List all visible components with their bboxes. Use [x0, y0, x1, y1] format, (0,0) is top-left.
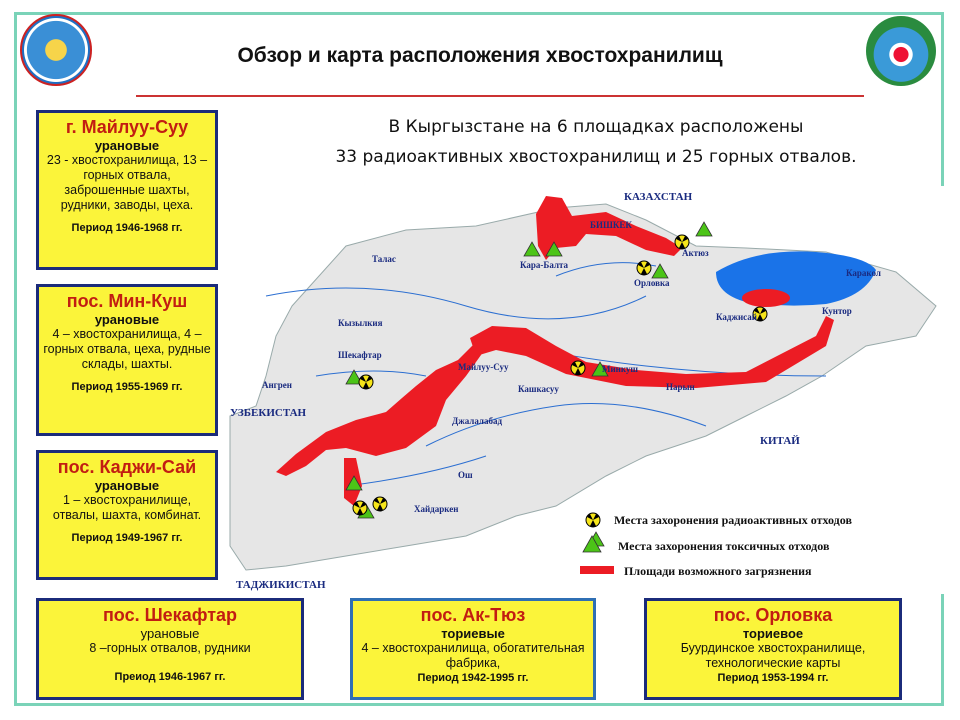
label-mailuu: Майлуу-Суу: [458, 362, 509, 372]
radiation-icon: [675, 235, 689, 249]
box-title: пос. Шекафтар: [102, 605, 238, 625]
label-china: КИТАЙ: [760, 435, 800, 447]
label-talas: Талас: [372, 254, 396, 264]
info-box-kajisai: [36, 450, 218, 580]
box-description: 23 - хвостохранилища, 13 – горных отвала, заброшенные шахты, рудники, заводы, цеха.: [46, 153, 208, 212]
box-title: пос. Ак-Тюз: [420, 605, 526, 625]
box-period: Преиод 1946-1967 гг.: [114, 671, 226, 683]
title-divider: [136, 95, 864, 97]
box-kind: ториевые: [441, 626, 505, 641]
page-title: Обзор и карта расположения хвостохранилищ: [237, 44, 723, 67]
box-kind: урановые: [94, 478, 160, 493]
info-box-mailuu: [36, 110, 218, 270]
toxic-triangle-icon: [696, 222, 712, 236]
box-title: г. Майлуу-Суу: [65, 117, 189, 137]
label-uzbekistan: УЗБЕКИСТАН: [230, 407, 307, 419]
radiation-icon: [571, 361, 585, 375]
label-kuntor: Кунтор: [822, 306, 852, 316]
box-period: Период 1955-1969 гг.: [71, 381, 183, 393]
map-panel: [226, 186, 956, 594]
box-period: Период 1953-1994 гг.: [717, 672, 829, 684]
box-description: 1 – хвостохранилище, отвалы, шахта, комбинат.: [52, 493, 202, 522]
radiation-icon: [637, 261, 651, 275]
radiation-icon: [353, 501, 367, 515]
label-orlovka: Орловка: [634, 278, 670, 288]
info-box-shekaftar: [36, 598, 304, 700]
kyrgyzstan-emblem-icon: [20, 14, 92, 86]
label-kazakhstan: КАЗАХСТАН: [624, 191, 693, 203]
box-period: Период 1949-1967 гг.: [71, 532, 183, 544]
map-svg: [226, 186, 956, 594]
label-bishkek: БИШКЕК: [590, 220, 632, 230]
label-kadjisai: Каджисай: [716, 312, 757, 322]
box-title: пос. Каджи-Сай: [57, 457, 197, 477]
label-kara-balta: Кара-Балта: [520, 260, 569, 270]
box-kind: ториевое: [742, 626, 804, 641]
label-angren: Ангрен: [262, 380, 292, 390]
box-description: 4 – хвостохранилища, 4 – горных отвала, цеха, рудные склады, шахты.: [43, 327, 211, 371]
label-naryn: Нарын: [666, 382, 695, 392]
label-aktyuz: Актюз: [682, 248, 709, 258]
ministry-emblem-icon: [866, 16, 936, 86]
contamination-zone: [742, 289, 790, 307]
box-kind: урановые: [140, 626, 200, 641]
label-kashka: Кашкасуу: [518, 384, 559, 394]
box-description: 8 –горных отвалов, рудники: [89, 641, 251, 655]
subtitle-line-2: 33 радиоактивных хвостохранилищ и 25 горных отвалов.: [335, 147, 857, 167]
radiation-icon: [359, 375, 373, 389]
radiation-icon: [373, 497, 387, 511]
label-karakol: Каракол: [846, 268, 881, 278]
page-subtitle: [236, 112, 956, 172]
legend-radioactive: Места захоронения радиоактивных отходов: [614, 513, 852, 527]
label-jalalabad: Джалалабад: [452, 416, 503, 426]
box-period: Период 1942-1995 гг.: [417, 672, 529, 684]
label-minkush: Минкуш: [602, 364, 639, 374]
legend-contamination: Площади возможного загрязнения: [624, 564, 812, 578]
legend-radiation-icon: [586, 513, 600, 527]
info-box-minkush: [36, 284, 218, 436]
box-kind: урановые: [94, 138, 160, 153]
label-shekaftar: Шекафтар: [338, 350, 382, 360]
box-kind: урановые: [94, 312, 160, 327]
label-kyzylkiya: Кызылкия: [338, 318, 383, 328]
legend-toxic: Места захоронения токсичных отходов: [618, 539, 830, 553]
box-period: Период 1946-1968 гг.: [71, 222, 183, 234]
info-box-orlovka: [644, 598, 902, 700]
info-box-aktyuz: [350, 598, 596, 700]
label-khaidarken: Хайдаркен: [414, 504, 459, 514]
label-tajikistan: ТАДЖИКИСТАН: [236, 579, 326, 591]
box-description: Буурдинское хвостохранилище, технологические карты: [680, 641, 866, 670]
box-title: пос. Мин-Куш: [66, 291, 188, 311]
label-osh: Ош: [458, 470, 473, 480]
box-title: пос. Орловка: [713, 605, 833, 625]
subtitle-line-1: В Кыргызстане на 6 площадках расположены: [388, 117, 804, 137]
map-legend: [580, 513, 852, 578]
legend-contamination-swatch: [580, 566, 614, 574]
box-description: 4 – хвостохранилища, обогатительная фабрика,: [361, 641, 585, 670]
